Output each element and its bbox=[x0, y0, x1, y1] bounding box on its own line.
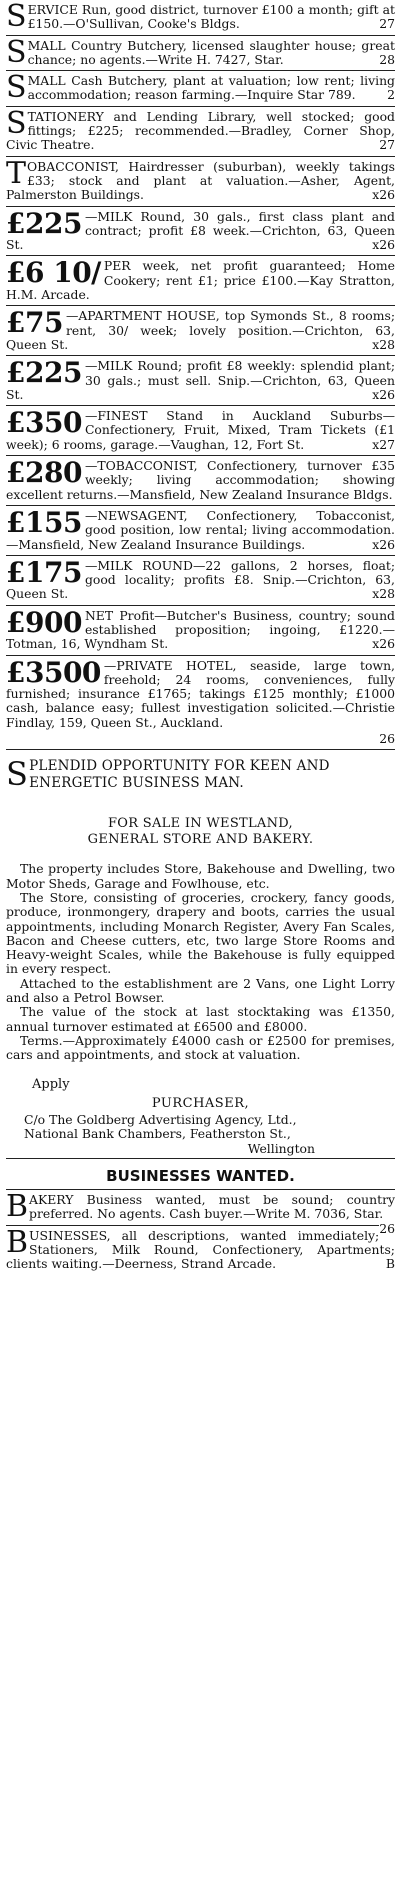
feature-ad-westland bbox=[6, 755, 395, 1159]
ad-text: —PRIVATE HOTEL, seaside, large town, freehold; 24 rooms, conveniences, fully furnished; insurance £1765; takings £125 monthly; £1000 cash, balance easy; fullest investigation solicited.—Christie Findlay, 159, Queen St., Auckland. bbox=[6, 657, 395, 730]
ad-code: x26 bbox=[372, 536, 395, 552]
priced-ad bbox=[6, 555, 395, 603]
ad-code: B bbox=[385, 1256, 395, 1272]
feature-heading bbox=[6, 755, 395, 794]
ad-price: £350 bbox=[6, 406, 82, 440]
feature-paragraph: The Store, consisting of groceries, crockery, fancy goods, produce, ironmongery, drapery and boots, carries the usual appointments, including Monarch Register, Avery Fan Scales, Bacon and Cheese cutters, etc, two large Store Rooms and Heavy-weight Scales, while the Bakehouse is fully equipped in every respect. bbox=[6, 889, 395, 977]
ad-code: 28 bbox=[379, 51, 395, 67]
divider bbox=[6, 305, 395, 306]
ad-price: £175 bbox=[6, 555, 82, 589]
ad-text: —FINEST Stand in Auckland Suburbs—Confectionery, Fruit, Mixed, Tram Tickets (£1 week); 6 rooms, garage.—Vaughan, 12, Fort St. bbox=[6, 408, 395, 452]
ad-price: £225 bbox=[6, 356, 82, 390]
ad-text: TATIONERY and Lending Library, well stocked; good fittings; £225; recommended.—Bradley, Corner Shop, Civic Theatre. bbox=[6, 108, 395, 153]
priced-ad bbox=[6, 605, 395, 653]
priced-ad bbox=[6, 206, 395, 254]
drop-cap: B bbox=[6, 1189, 29, 1225]
drop-cap: S bbox=[6, 755, 29, 794]
ad-text: ERVICE Run, good district, turnover £100 a month; gift at £150.—O'Sullivan, Cooke's Bldgs. bbox=[27, 2, 395, 32]
ad-code: 26 bbox=[379, 731, 395, 747]
ad-code: x27 bbox=[372, 436, 395, 452]
subheading-line-1: FOR SALE IN WESTLAND, bbox=[107, 816, 293, 832]
priced-ad bbox=[6, 258, 395, 303]
drop-cap: S bbox=[6, 34, 27, 70]
ad-text: MALL Cash Butchery, plant at valuation; low rent; living accommodation; reason farming.—Inquire Star 789. bbox=[27, 73, 395, 103]
drop-cap: B bbox=[6, 1224, 29, 1260]
ad-price: £280 bbox=[6, 456, 82, 490]
priced-business-ads bbox=[6, 206, 395, 751]
wanted-ad bbox=[6, 1189, 395, 1236]
ad-price: £6 10/ bbox=[6, 256, 101, 290]
priced-ad bbox=[6, 458, 395, 503]
ad-text: —MILK Round, 30 gals., first class plant and contract; profit £8 week.—Crichton, 63, Queen St. bbox=[6, 208, 395, 253]
ad-text: OBACCONIST, Hairdresser (suburban), weekly takings £33; stock and plant at valuation.—Asher, Agent, Palmerston Buildings. bbox=[6, 158, 395, 203]
ad-code: x26 bbox=[372, 237, 395, 253]
divider bbox=[6, 156, 395, 157]
ad-code: x26 bbox=[372, 386, 395, 402]
ad-text: MALL Country Butchery, licensed slaughter house; great chance; no agents.—Write H. 7427, Star. bbox=[27, 37, 395, 67]
address-line-3: Wellington bbox=[247, 1140, 315, 1156]
address-line-1: C/o The Goldberg Advertising Agency, Ltd., bbox=[24, 1111, 297, 1127]
priced-ad bbox=[6, 655, 395, 731]
drop-cap: T bbox=[6, 155, 27, 191]
divider bbox=[6, 1225, 379, 1226]
ad-text: AKERY Business wanted, must be sound; country preferred. No agents. Cash buyer.—Write M. 7036, Star. bbox=[29, 1192, 395, 1222]
divider bbox=[6, 749, 395, 750]
drop-cap: S bbox=[6, 70, 27, 106]
feature-paragraph: The value of the stock at last stocktaking was £1350, annual turnover estimated at £6500 and £8000. bbox=[6, 1004, 395, 1034]
divider bbox=[6, 106, 395, 107]
businesses-wanted-section bbox=[6, 1167, 395, 1272]
ad-price: £155 bbox=[6, 505, 82, 539]
ad-price: £900 bbox=[6, 605, 82, 639]
feature-paragraph: The property includes Store, Bakehouse and Dwelling, two Motor Sheds, Garage and Fowlhouse, etc. bbox=[6, 861, 395, 891]
ad-code: x26 bbox=[372, 636, 395, 652]
ad-code: x28 bbox=[372, 336, 395, 352]
classified-ad bbox=[6, 105, 395, 154]
drop-cap: S bbox=[6, 105, 27, 141]
priced-ad bbox=[6, 408, 395, 453]
ad-code: 26 bbox=[379, 1220, 395, 1236]
drop-cap: S bbox=[6, 0, 27, 34]
divider bbox=[6, 1189, 395, 1190]
wanted-ad bbox=[6, 1224, 395, 1273]
business-ads-top bbox=[6, 2, 395, 207]
ad-text: USINESSES, all descriptions, wanted immediately; Stationers, Milk Round, Confectionery, Apartments; clients waiting.—Deerness, Strand Arcade. bbox=[6, 1227, 395, 1272]
feature-subheading bbox=[6, 816, 395, 848]
ad-text: —NEWSAGENT, Confectionery, Tobacconist, good position, low rental; living accommodation.—Mansfield, New Zealand Insurance Buildings. bbox=[6, 507, 395, 552]
ad-code: 27 bbox=[379, 16, 395, 32]
address-line-2: National Bank Chambers, Featherston St., bbox=[24, 1126, 291, 1142]
ad-text: NET Profit—Butcher's Business, country; sound established proposition; ingoing, £1220.—Totman, 16, Wyndham St. bbox=[6, 607, 395, 652]
ad-text: —MILK Round; profit £8 weekly: splendid plant; 30 gals.; must sell. Snip.—Crichton, 63, Queen St. bbox=[6, 358, 395, 402]
feature-heading-text: PLENDID OPPORTUNITY FOR KEEN AND ENERGETIC BUSINESS MAN. bbox=[29, 758, 330, 792]
priced-ad bbox=[6, 358, 395, 403]
divider bbox=[6, 1158, 395, 1159]
subheading-line-2: GENERAL STORE AND BAKERY. bbox=[87, 832, 314, 848]
ad-code: x26 bbox=[372, 187, 395, 203]
classified-ad bbox=[6, 34, 395, 70]
classified-ad bbox=[6, 70, 395, 106]
priced-ad bbox=[6, 308, 395, 353]
ad-code: 27 bbox=[379, 137, 395, 153]
priced-ad bbox=[6, 505, 395, 553]
purchaser-label: PURCHASER, bbox=[151, 1095, 250, 1111]
section-heading: BUSINESSES WANTED. bbox=[106, 1167, 295, 1186]
ad-code: 2 bbox=[387, 87, 395, 103]
ad-text: —APARTMENT HOUSE, top Symonds St., 8 rooms; rent, 30/ week; lovely position.—Crichton, 63, Queen St. bbox=[6, 308, 395, 352]
ad-price: £3500 bbox=[6, 655, 101, 689]
classified-ad bbox=[6, 155, 395, 204]
feature-paragraph: Terms.—Approximately £4000 cash or £2500 for premises, cars and appointments, and stock at valuation. bbox=[6, 1032, 395, 1063]
divider bbox=[6, 70, 395, 71]
classified-ad bbox=[6, 2, 395, 33]
ad-price: £225 bbox=[6, 206, 82, 240]
apply-label: Apply bbox=[32, 1076, 70, 1092]
feature-paragraph: Attached to the establishment are 2 Vans, one Light Lorry and also a Petrol Bowser. bbox=[6, 975, 395, 1006]
ad-text: —TOBACCONIST, Confectionery, turnover £35 weekly; living accommodation; showing excellent returns.—Mansfield, New Zealand Insurance Bldgs. bbox=[6, 458, 395, 502]
ad-price: £75 bbox=[6, 306, 63, 340]
ad-code: x28 bbox=[372, 586, 395, 602]
ad-text: —MILK ROUND—22 gallons, 2 horses, float; good locality; profits £8. Snip.—Crichton, 63, Queen St. bbox=[6, 557, 395, 602]
ad-text: PER week, net profit guaranteed; Home Cookery; rent £1; price £100.—Kay Stratton, H.M. Arcade. bbox=[6, 258, 395, 303]
divider bbox=[6, 35, 395, 36]
